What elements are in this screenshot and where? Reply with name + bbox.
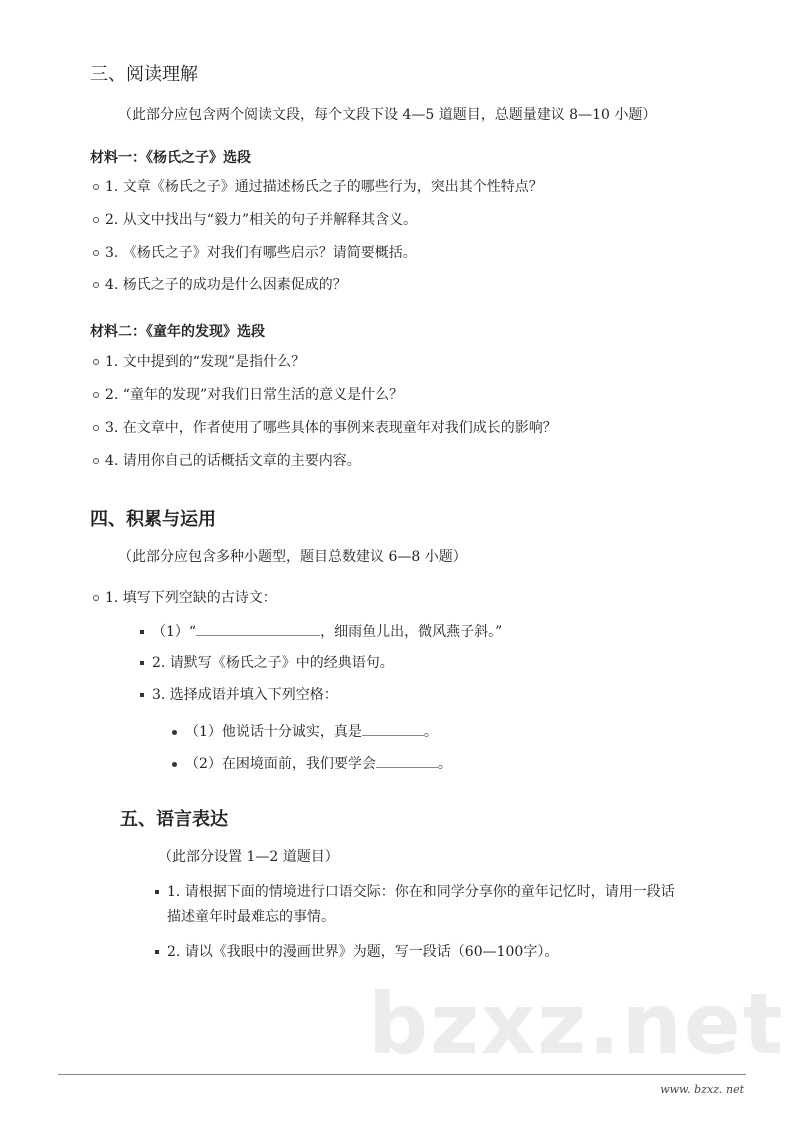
circle-bullet-icon (93, 184, 99, 190)
footer-url: www. bzxz. net (660, 1083, 744, 1096)
item-text: 2. 请以《我眼中的漫画世界》为题，写一段话（60—100字）。 (167, 944, 559, 960)
item-text: 4. 请用你自己的话概括文章的主要内容。 (105, 453, 361, 469)
item-text: （1）他说话十分诚实，真是 (185, 724, 362, 740)
item-text: 2. 从文中找出与“毅力”相关的句子并解释其含义。 (105, 212, 418, 228)
material2-title: 材料二：《童年的发现》选段 (90, 324, 265, 340)
item-text: 1. 填写下列空缺的古诗文： (105, 590, 277, 606)
circle-bullet-icon (93, 217, 99, 223)
footer-divider (58, 1074, 746, 1075)
item-text: （1）“ (152, 624, 197, 640)
list-item (93, 386, 403, 404)
disc-bullet-icon (172, 762, 177, 767)
list-item (172, 753, 452, 773)
answer-blank[interactable] (362, 721, 424, 736)
square-bullet-icon (155, 890, 159, 894)
square-bullet-icon (140, 661, 144, 665)
item-text: ，细雨鱼儿出，微风燕子斜。” (320, 624, 503, 640)
watermark: bzxz.net (368, 975, 785, 1073)
circle-bullet-icon (93, 392, 99, 398)
item-text: 3. 在文章中，作者使用了哪些具体的事例来表现童年对我们成长的影响？ (105, 420, 557, 436)
material1-title: 材料一：《杨氏之子》选段 (90, 150, 251, 166)
item-text: 1. 文章《杨氏之子》通过描述杨氏之子的哪些行为，突出其个性特点？ (105, 179, 543, 195)
section4-note: （此部分应包含多种小题型，题目总数建议 6—8 小题） (118, 549, 467, 565)
disc-bullet-icon (172, 730, 177, 735)
square-bullet-icon (140, 693, 144, 697)
list-item (93, 178, 543, 196)
item-text: 。 (437, 756, 452, 772)
item-text: 。 (423, 724, 438, 740)
list-item (140, 654, 394, 672)
square-bullet-icon (155, 950, 159, 954)
list-item (93, 211, 417, 229)
list-item (93, 276, 347, 294)
item-continuation: 描述童年时最难忘的事情。 (167, 909, 335, 925)
section4-title: 四、积累与运用 (90, 509, 216, 530)
section3-title: 三、阅读理解 (90, 64, 198, 85)
circle-bullet-icon (93, 425, 99, 431)
answer-blank[interactable] (376, 753, 438, 768)
section5-title: 五、语言表达 (120, 809, 228, 830)
item-text: 2. “童年的发现”对我们日常生活的意义是什么？ (105, 387, 404, 403)
list-item (155, 883, 675, 901)
section5-note: （此部分设置 1—2 道题目） (158, 849, 339, 865)
list-item (155, 943, 558, 961)
circle-bullet-icon (93, 458, 99, 464)
circle-bullet-icon (93, 359, 99, 365)
answer-blank[interactable] (196, 621, 320, 636)
list-item (93, 244, 417, 262)
item-text: 2. 请默写《杨氏之子》中的经典语句。 (152, 655, 394, 671)
item-text: 1. 请根据下面的情境进行口语交际：你在和同学分享你的童年记忆时，请用一段话 (167, 884, 675, 900)
item-text: （2）在困境面前，我们要学会 (185, 756, 376, 772)
item-text: 3. 选择成语并填入下列空格： (152, 687, 338, 703)
list-item (93, 452, 361, 470)
list-item (93, 589, 277, 607)
item-text: 3. 《杨氏之子》对我们有哪些启示？请简要概括。 (105, 245, 417, 261)
list-item (93, 419, 557, 437)
circle-bullet-icon (93, 595, 99, 601)
list-item (140, 621, 502, 641)
circle-bullet-icon (93, 282, 99, 288)
square-bullet-icon (140, 630, 144, 634)
item-text: 4. 杨氏之子的成功是什么因素促成的？ (105, 277, 347, 293)
list-item (93, 353, 305, 371)
list-item (140, 686, 338, 704)
circle-bullet-icon (93, 250, 99, 256)
section3-note: （此部分应包含两个阅读文段，每个文段下设 4—5 道题目，总题量建议 8—10 小题） (118, 107, 657, 123)
item-text: 1. 文中提到的“发现”是指什么？ (105, 354, 306, 370)
list-item (172, 721, 438, 741)
